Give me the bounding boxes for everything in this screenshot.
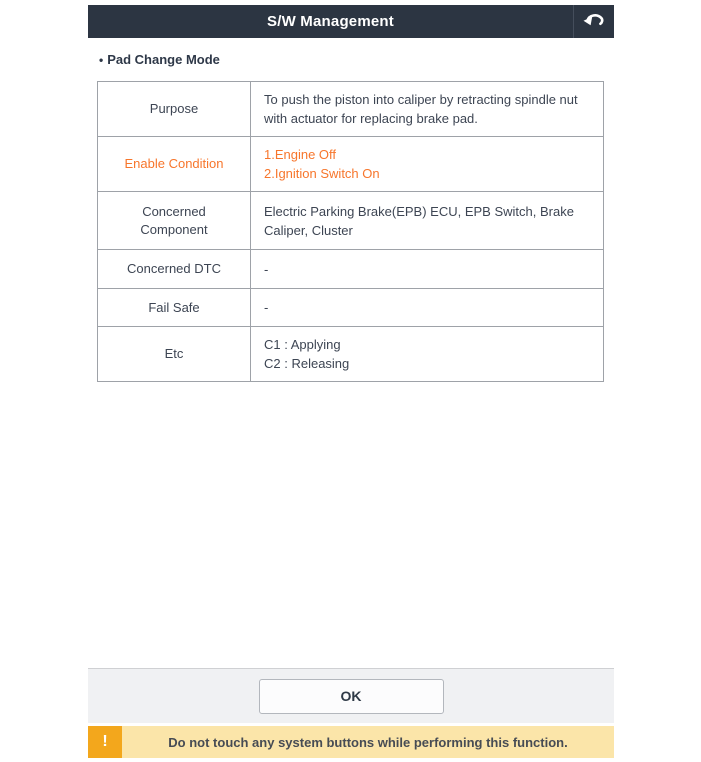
row-value-cell — [251, 137, 604, 192]
row-value-cell — [251, 289, 604, 327]
table-row-etc — [98, 327, 604, 382]
section-label — [99, 52, 220, 67]
footer-bar — [88, 668, 614, 723]
row-value-line: - — [264, 300, 269, 315]
ok-button[interactable]: OK — [259, 679, 444, 714]
row-value-line: - — [264, 261, 269, 277]
row-label: Concerned DTC — [127, 261, 221, 276]
bullet-icon: • — [99, 53, 104, 67]
row-label: Concerned Component — [140, 203, 208, 237]
row-value-line: with actuator for replacing brake pad. — [264, 111, 478, 126]
row-label-cell — [98, 137, 251, 192]
row-label-cell — [98, 327, 251, 382]
titlebar-main — [88, 5, 573, 38]
table-row-concerned-component — [98, 192, 604, 250]
spec-table — [97, 81, 604, 382]
table-row-purpose — [98, 82, 604, 137]
row-value-line: C2 : Releasing — [264, 356, 350, 371]
row-value-line: C1 : Applying — [264, 337, 341, 352]
row-label: Enable Condition — [124, 156, 224, 171]
row-value-line: 2.Ignition Switch On — [264, 166, 380, 181]
page-title: S/W Management — [267, 13, 394, 30]
row-value-line: Electric Parking Brake(EPB) ECU, EPB Switch, Brake — [264, 203, 574, 219]
warning-bar — [88, 726, 614, 758]
table-row-concerned-dtc — [98, 250, 604, 289]
row-value-line: Caliper, Cluster — [264, 222, 353, 238]
row-label-cell — [98, 250, 251, 289]
row-value-cell — [251, 82, 604, 137]
row-value-cell — [251, 192, 604, 250]
row-label-cell — [98, 289, 251, 327]
warning-exclamation-icon: ! — [88, 726, 122, 758]
row-label: Etc — [164, 346, 184, 361]
table-row-fail-safe — [98, 289, 604, 327]
warning-message: Do not touch any system buttons while performing this function. — [168, 734, 568, 750]
row-label-cell — [98, 192, 251, 250]
row-label: Purpose — [149, 101, 199, 116]
titlebar — [88, 5, 614, 38]
row-value-cell — [251, 250, 604, 289]
row-label-cell — [98, 82, 251, 137]
row-value-cell — [251, 327, 604, 382]
return-button[interactable] — [574, 5, 614, 38]
row-value-line: To push the piston into caliper by retracting spindle nut — [264, 92, 578, 107]
row-value-line: 1.Engine Off — [264, 147, 337, 162]
section-label-text: Pad Change Mode — [107, 52, 220, 67]
return-arrow-icon — [583, 12, 605, 32]
row-label: Fail Safe — [148, 299, 200, 315]
table-row-enable-condition — [98, 137, 604, 192]
